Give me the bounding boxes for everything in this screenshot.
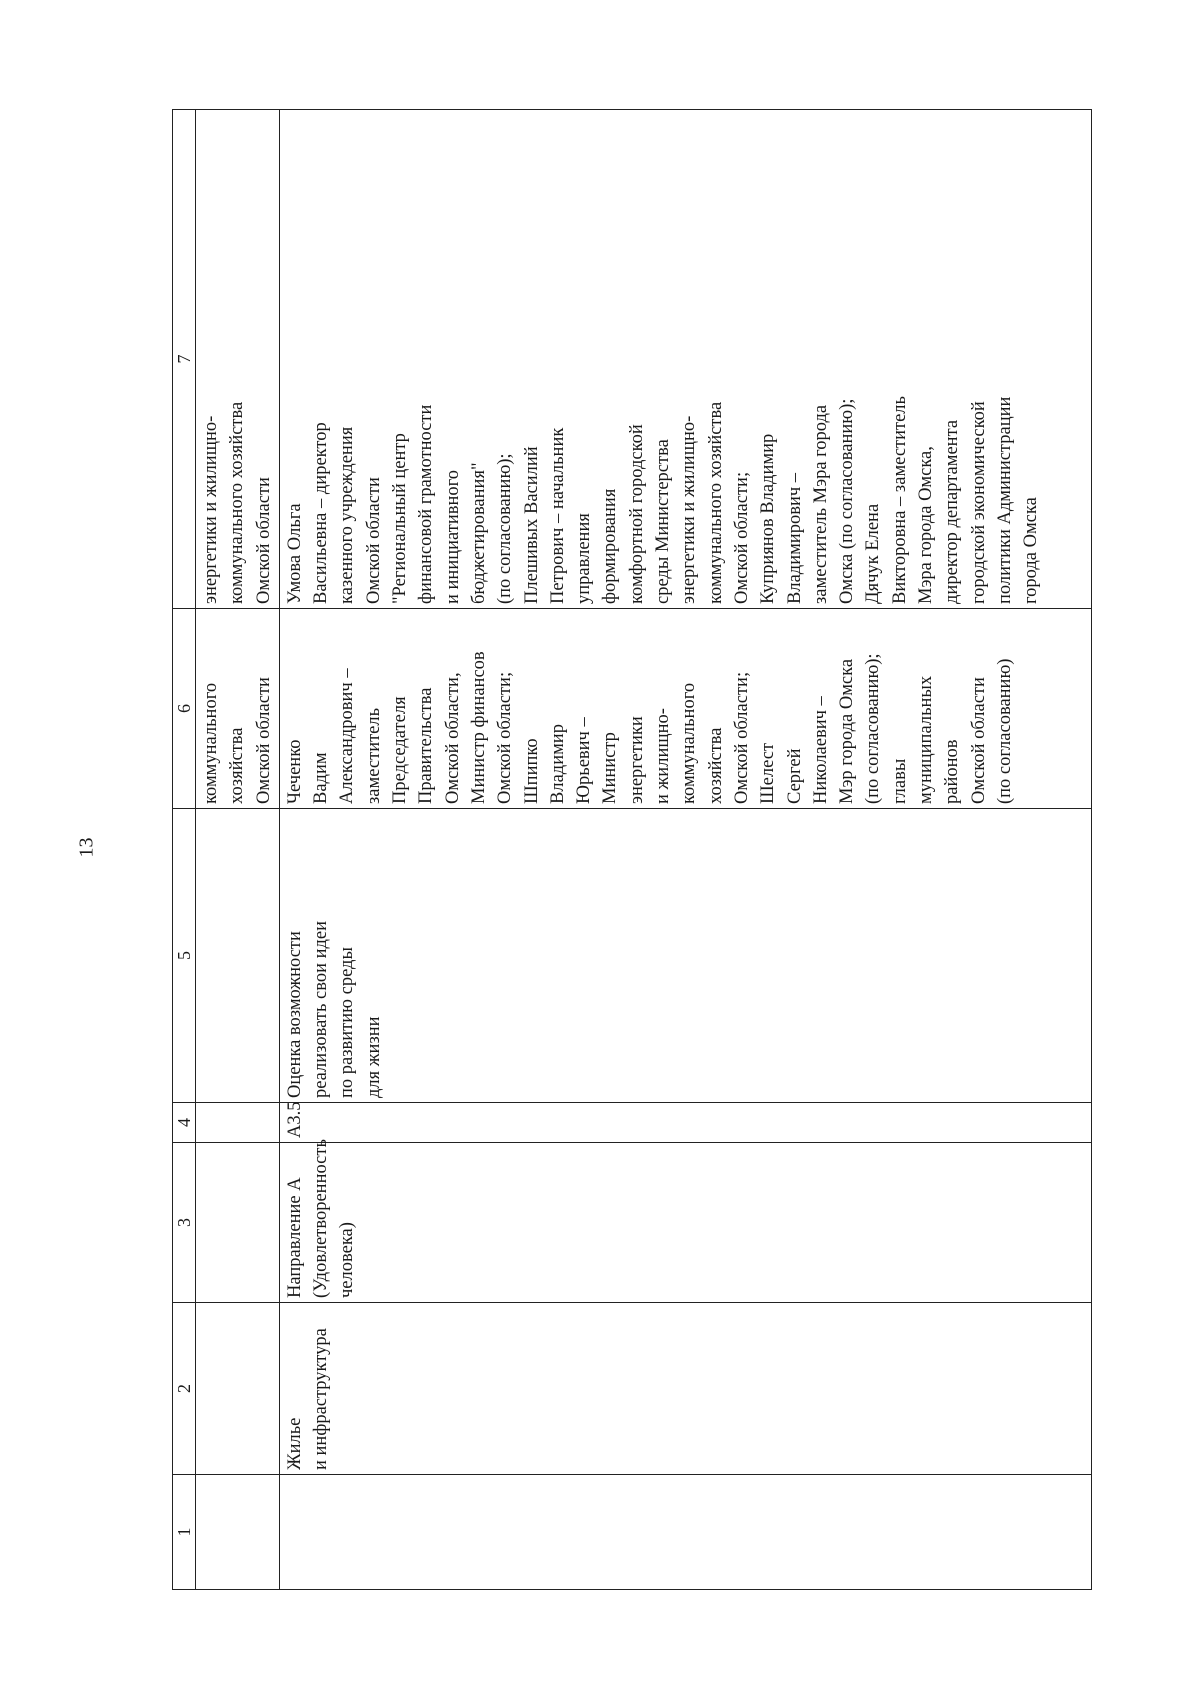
table-cell [196,1475,280,1590]
table-cell [196,1103,280,1143]
header-cell: 1 [173,1475,196,1590]
header-cell: 7 [173,110,196,609]
page-number: 13 [75,837,98,858]
table-cell [279,1475,1091,1590]
table-cell-direction: Направление А (Удовлетворенность человека) [279,1143,1091,1303]
table-row [196,110,280,1590]
table-cell [196,809,280,1103]
table-cell-indicator: Оценка возможности реализовать свои идеи по развитию среды для жизни [279,809,1091,1103]
rotated-table-container [172,110,1092,1590]
table-cell-code: А3.5 [279,1103,1091,1143]
table-cell-responsible: коммунального хозяйства Омской области [196,609,280,809]
table-cell-coexecutors: Умова Ольга Васильевна – директор казенного учреждения Омской области "Региональный центр финансовой грамотности и инициативного бюджетирования" (по согласованию); Плешивых Василий Петрович – начальник управления формирования комфортной городской среды Министерства энергетики и жилищно- коммунального хозяйства Омской области; Куприянов Владимир Владимирович – заместитель Мэра города Омска (по согласованию); Дячук Елена Викторовна – заместитель Мэра города Омска, директор департамента городской экономической политики Администрации города Омска [279,110,1091,609]
table-cell-area: Жилье и инфраструктура [279,1303,1091,1475]
header-cell: 5 [173,809,196,1103]
table-cell-responsible: Чеченко Вадим Александрович – заместитель Председателя Правительства Омской области, Министр финансов Омской области; Шпипко Владимир Юрьевич – Министр энергетики и жилищно- коммунального хозяйства Омской области; Шелест Сергей Николаевич – Мэр города Омска (по согласованию); главы муниципальных районов Омской области (по согласованию) [279,609,1091,809]
table-header-row [173,110,196,1590]
data-table [172,109,1092,1590]
table-cell-coexecutors: энергетики и жилищно- коммунального хозяйства Омской области [196,110,280,609]
header-cell: 2 [173,1303,196,1475]
table-cell [196,1303,280,1475]
header-cell: 6 [173,609,196,809]
header-cell: 3 [173,1143,196,1303]
table-cell [196,1143,280,1303]
table-row [279,110,1091,1590]
header-cell: 4 [173,1103,196,1143]
